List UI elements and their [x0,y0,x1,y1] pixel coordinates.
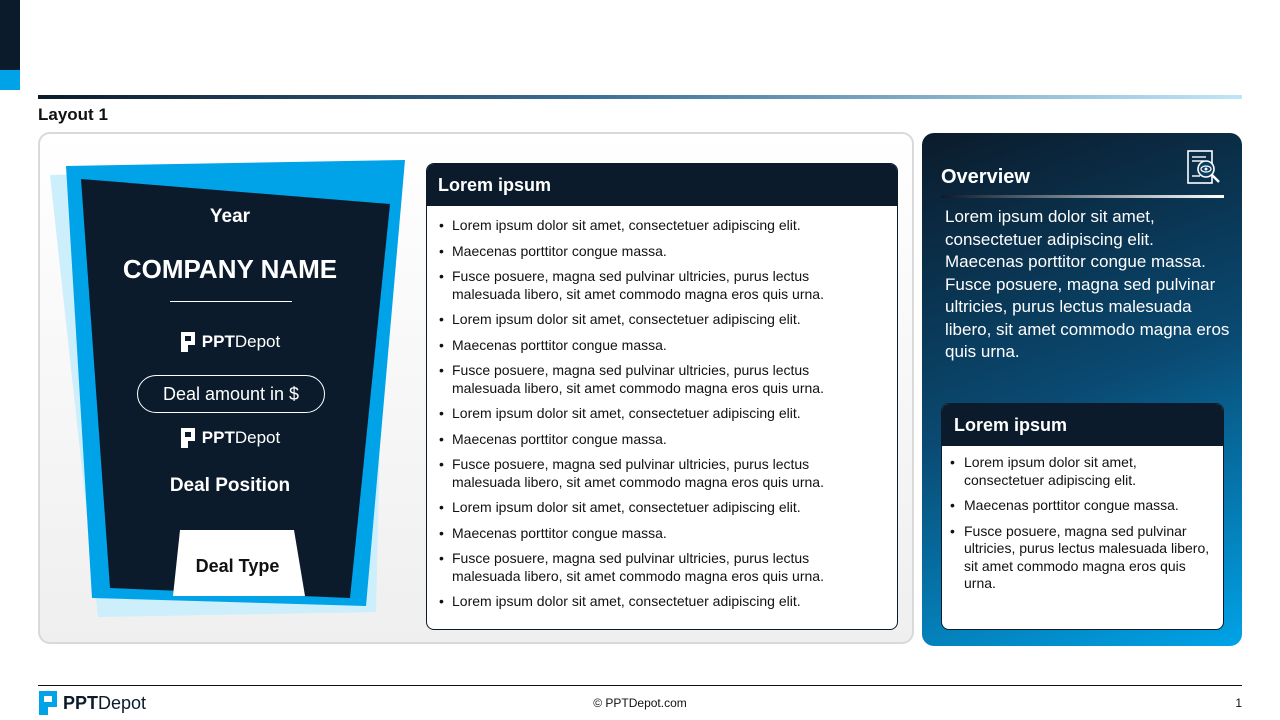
overview-title: Overview [941,166,1030,188]
card-logo-2-bold: PPT [201,428,235,447]
card-logo-2 [80,427,380,449]
pptdepot-logo-icon [180,427,196,449]
list-item: • Fusce posuere, magna sed pulvinar ultricies, purus lectus malesuada libero, sit amet commodo magna eros quis urna. [439,362,881,397]
pptdepot-logo-icon [180,331,196,353]
right-bullet-list [942,446,1223,593]
list-item: • Maecenas porttitor congue massa. [439,337,881,355]
deal-type: Deal Type [195,556,280,576]
list-item: • Lorem ipsum dolor sit amet, consectetuer adipiscing elit. [439,499,881,517]
footer-logo-bold: PPT [63,692,99,713]
list-item: • Fusce posuere, magna sed pulvinar ultricies, purus lectus malesuada libero, sit amet commodo magna eros quis urna. [439,550,881,585]
document-search-icon [1186,150,1224,186]
footer-rule [38,685,1242,686]
list-item: • Lorem ipsum dolor sit amet, consectetuer adipiscing elit. [439,311,881,329]
overview-text: Lorem ipsum dolor sit amet, consectetuer adipiscing elit. Maecenas porttitor congue massa. Fusce posuere, magna sed pulvinar ultricies, purus lectus malesuada libero, sit amet commodo magna eros quis urna. [945,207,1230,361]
list-item: • Maecenas porttitor congue massa. [439,431,881,449]
card-divider [170,301,292,302]
middle-bullet-list [427,206,897,611]
list-item: • Maecenas porttitor congue massa. [439,525,881,543]
card-logo-1 [80,331,380,353]
footer-copyright: © PPTDepot.com [593,696,687,710]
corner-accent-blue [0,70,20,90]
list-item: • Fusce posuere, magna sed pulvinar ultricies, purus lectus malesuada libero, sit amet commodo magna eros quis urna. [439,456,881,491]
deal-position: Deal Position [169,475,291,496]
footer-logo-light: Depot [98,692,147,713]
card-logo-1-light: Depot [234,332,281,351]
list-item: • Lorem ipsum dolor sit amet, consectetuer adipiscing elit. [439,217,881,235]
card-logo-1-bold: PPT [201,332,235,351]
title-rule [38,95,1242,99]
middle-box-title: Lorem ipsum [427,164,897,206]
list-item: • Lorem ipsum dolor sit amet, consectetuer adipiscing elit. [439,405,881,423]
list-item: • Maecenas porttitor congue massa. [950,497,1213,515]
card-logo-2-light: Depot [234,428,281,447]
page-title: Layout 1 [38,105,108,124]
list-item: • Lorem ipsum dolor sit amet, consectetuer adipiscing elit. [950,454,1213,489]
list-item: • Lorem ipsum dolor sit amet, consectetuer adipiscing elit. [439,593,881,611]
list-item: • Fusce posuere, magna sed pulvinar ultricies, purus lectus malesuada libero, sit amet commodo magna eros quis urna. [950,523,1213,593]
footer-logo [38,690,146,716]
card-company-name: COMPANY NAME [122,254,338,284]
overview-divider [941,195,1224,198]
pptdepot-logo-icon [38,690,58,716]
corner-accent-dark [0,0,20,70]
page-number: 1 [1235,696,1242,710]
middle-content-box [426,163,898,630]
list-item: • Maecenas porttitor congue massa. [439,243,881,261]
card-year: Year [209,206,251,227]
right-box-title: Lorem ipsum [942,404,1223,446]
right-content-box [941,403,1224,630]
list-item: • Fusce posuere, magna sed pulvinar ultricies, purus lectus malesuada libero, sit amet commodo magna eros quis urna. [439,268,881,303]
deal-amount-pill: Deal amount in $ [137,375,325,413]
